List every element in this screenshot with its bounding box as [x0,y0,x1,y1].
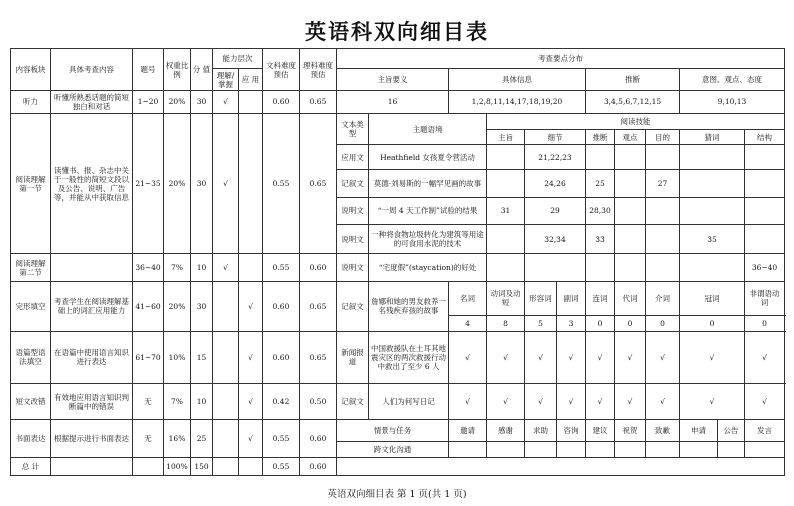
skill-cell [615,254,646,281]
sci-diff: 0.60 [300,254,337,281]
header-understand: 理解/掌握 [213,69,239,91]
header-sci-diff: 理科难度预估 [300,49,337,91]
skill-cell [615,145,646,170]
content-desc: 在语篇中使用语言知识进行表达 [51,331,133,383]
reading-h-context: 主题语境 [369,113,487,145]
qnum: 1~20 [133,91,164,114]
text-type: 应用文 [337,145,369,170]
skill-cell [646,145,680,170]
cat-mark: √ [487,331,525,383]
text-context: 中国救援队在土耳其地震灾区的两次救援行动中救出了至少 6 人 [369,331,449,383]
qnum: 无 [133,383,164,419]
dist-details: 1,2,8,11,14,17,18,19,20 [449,91,586,114]
sci-diff: 0.60 [300,457,337,475]
page-title: 英语科双向细目表 [305,19,489,44]
empty-cell [337,457,785,475]
cat-mark: √ [525,331,557,383]
skill-cell: 33 [586,224,615,254]
culture-mark [718,441,745,457]
block-label: 阅读理解第二节 [11,254,51,281]
cat-mark: √ [586,383,615,419]
skill-cell: 28,30 [586,197,615,224]
text-type: 记叙文 [337,281,369,331]
understand-mark [213,331,239,383]
qnum [133,457,164,475]
qnum: 41~60 [133,281,164,331]
skill-cell [646,254,680,281]
qnum: 无 [133,420,164,457]
sci-diff: 0.65 [300,281,337,331]
cat-mark: √ [557,383,586,419]
apply-mark [239,457,263,475]
cat-mark: √ [646,383,680,419]
cat-count: 0 [646,315,680,331]
understand-mark: √ [213,254,239,281]
header-weight: 权重比例 [164,49,191,91]
score: 15 [191,331,213,383]
text-context: 一种将食物垃圾转化为建筑等用途的可食用水泥的技术 [369,224,487,254]
header-row-1 [11,49,785,69]
understand-mark [213,420,239,457]
cat-count: 8 [487,315,525,331]
culture-mark [680,441,718,457]
skill-cell [680,254,745,281]
score: 10 [191,254,213,281]
cat-mark: √ [745,331,785,383]
culture-mark [615,441,646,457]
cat-header: 动词及动短 [487,281,525,315]
header-qnum: 题号 [133,49,164,91]
skill-cell: 35 [680,224,745,254]
header-apply: 应 用 [239,69,263,91]
skill-header: 细节 [525,129,586,145]
apply-mark: √ [239,383,263,419]
sci-diff: 0.50 [300,383,337,419]
cat-header: 连词 [586,281,615,315]
skill-cell [487,145,525,170]
skill-header: 猜词 [680,129,745,145]
culture-mark [525,441,557,457]
header-lib-diff: 文科难度预估 [263,49,300,91]
skill-cell [745,145,785,170]
content-desc: 有效地应用语言知识判断篇中的错误 [51,383,133,419]
cat-mark: √ [586,331,615,383]
text-context: 詹娜和她的男友救养一名残疾弃孩的故事 [369,281,449,331]
weight: 20% [164,113,191,254]
content-desc: 根据提示进行书面表达 [51,420,133,457]
apply-mark: √ [239,281,263,331]
cat-header: 非谓语动词 [745,281,785,315]
cat-header: 冠词 [680,281,745,315]
apply-mark: √ [239,420,263,457]
scene-label: 情景与任务 [337,420,449,442]
dist-header-main-idea: 主旨要义 [337,69,449,91]
skill-cell: 24,26 [525,170,586,197]
cat-count: 0 [745,315,785,331]
cat-count: 0 [615,315,646,331]
header-ability: 能力层次 [213,49,263,69]
cat-header: 形容词 [525,281,557,315]
qnum: 36~40 [133,254,164,281]
page-footer: 英语双向细目表 第 1 页(共 1 页) [327,489,467,500]
culture-label: 跨文化沟通 [337,441,449,457]
weight: 10% [164,331,191,383]
cat-header: 名词 [449,281,487,315]
scene-header: 致歉 [646,420,680,442]
text-type: 说明文 [337,224,369,254]
header-score: 分 值 [191,49,213,91]
skill-header: 推断 [586,129,615,145]
scene-header: 公告 [718,420,745,442]
skill-cell [586,145,615,170]
scene-header: 申请 [680,420,718,442]
score: 30 [191,91,213,114]
skill-cell: 25 [586,170,615,197]
listening-row [11,91,785,114]
skill-cell: 27 [646,170,680,197]
scene-header: 邀请 [449,420,487,442]
skill-header: 目的 [646,129,680,145]
block-label: 书面表达 [11,420,51,457]
skill-cell [745,197,785,224]
lib-diff: 0.60 [263,281,300,331]
understand-mark [213,383,239,419]
spec-table [10,48,785,476]
block-label: 总 计 [11,457,51,475]
block-label: 阅读理解第一节 [11,113,51,254]
cat-count: 0 [680,315,745,331]
weight: 100% [164,457,191,475]
weight: 7% [164,254,191,281]
skill-cell [646,197,680,224]
skill-cell [487,254,525,281]
skill-header: 主旨 [487,129,525,145]
cat-count: 0 [586,315,615,331]
understand-mark: √ [213,113,239,254]
skill-cell [680,145,745,170]
text-context: 莫德·刘易斯的一幅罕见画的故事 [369,170,487,197]
skill-cell [745,170,785,197]
block-label: 语篇型语法填空 [11,331,51,383]
apply-mark [239,113,263,254]
reading-h-type: 文本类型 [337,113,369,145]
text-type: 记叙文 [337,170,369,197]
lib-diff: 0.60 [263,91,300,114]
score: 30 [191,281,213,331]
text-context: Heathfield 女孩夏令营活动 [369,145,487,170]
cat-mark: √ [615,331,646,383]
content-desc [51,457,133,475]
text-context: “一周 4 天工作制”试验的结果 [369,197,487,224]
score: 150 [191,457,213,475]
content-desc: 考查学生在阅读理解基础上的词汇应用能力 [51,281,133,331]
cat-mark: √ [615,383,646,419]
apply-mark [239,91,263,114]
header-content: 具体考查内容 [51,49,133,91]
skill-header: 观点 [615,129,646,145]
cat-mark: √ [680,331,745,383]
apply-mark [239,254,263,281]
weight: 16% [164,420,191,457]
cat-mark: √ [557,331,586,383]
total-row [11,457,785,475]
dist-main-idea: 16 [337,91,449,114]
lib-diff: 0.55 [263,113,300,254]
culture-mark [646,441,680,457]
cat-mark: √ [525,383,557,419]
understand-mark [213,281,239,331]
text-type: 说明文 [337,197,369,224]
header-distribution: 考查要点分布 [337,49,785,69]
text-type: 说明文 [337,254,369,281]
reading-h-skill: 阅读技能 [487,113,785,129]
cat-header: 代词 [615,281,646,315]
lib-diff: 0.55 [263,420,300,457]
dist-header-intent: 意图、观点、态度 [680,69,785,91]
header-block: 内容板块 [11,49,51,91]
lib-diff: 0.55 [263,254,300,281]
score: 25 [191,420,213,457]
writing-row-1 [11,420,785,442]
cat-count: 3 [557,315,586,331]
reading2-row [11,254,785,281]
skill-cell: 29 [525,197,586,224]
skill-cell: 36~40 [745,254,785,281]
skill-cell [615,197,646,224]
lib-diff: 0.60 [263,331,300,383]
skill-cell [745,224,785,254]
correction-row [11,383,785,419]
scene-header: 咨询 [557,420,586,442]
culture-mark [557,441,586,457]
culture-mark [487,441,525,457]
skill-cell [680,197,745,224]
cat-header: 介词 [646,281,680,315]
content-desc [51,254,133,281]
culture-mark [745,441,785,457]
reading-header-row-1 [11,113,785,129]
block-label: 完形填空 [11,281,51,331]
skill-cell [680,170,745,197]
cat-mark: √ [449,331,487,383]
lib-diff: 0.55 [263,457,300,475]
scene-header: 求助 [525,420,557,442]
cloze-row-1 [11,281,785,315]
skill-cell [646,224,680,254]
scene-header: 感谢 [487,420,525,442]
score: 10 [191,383,213,419]
dist-header-inference: 推断 [586,69,680,91]
sci-diff: 0.65 [300,113,337,254]
understand-mark: √ [213,91,239,114]
skill-cell: 21,22,23 [525,145,586,170]
cat-mark: √ [646,331,680,383]
content-desc: 听懂所熟悉话题的简短独白和对话 [51,91,133,114]
weight: 20% [164,91,191,114]
lib-diff: 0.42 [263,383,300,419]
skill-cell: 31 [487,197,525,224]
cat-count: 4 [449,315,487,331]
qnum: 21~35 [133,113,164,254]
text-context: 人们为何写日记 [369,383,449,419]
skill-cell [487,224,525,254]
skill-cell [487,170,525,197]
block-label: 听力 [11,91,51,114]
scene-header: 祝贺 [615,420,646,442]
apply-mark: √ [239,331,263,383]
skill-cell: 32,34 [525,224,586,254]
content-desc: 读懂书、报、杂志中关于一般性的简短文段以及公告、说明、广告等，并能从中获取信息 [51,113,133,254]
score: 30 [191,113,213,254]
cat-count: 5 [525,315,557,331]
qnum: 61~70 [133,331,164,383]
skill-cell [525,254,586,281]
dist-header-details: 具体信息 [449,69,586,91]
text-type: 新闻报道 [337,331,369,383]
understand-mark [213,457,239,475]
sci-diff: 0.60 [300,420,337,457]
culture-mark [449,441,487,457]
cat-mark: √ [680,383,745,419]
dist-intent: 9,10,13 [680,91,785,114]
skill-cell [615,170,646,197]
sci-diff: 0.65 [300,331,337,383]
dist-inference: 3,4,5,6,7,12,15 [586,91,680,114]
weight: 7% [164,383,191,419]
text-context: “宅度假”(staycation)的好处 [369,254,487,281]
text-type: 记叙文 [337,383,369,419]
cat-mark: √ [487,383,525,419]
culture-mark [586,441,615,457]
skill-cell [615,224,646,254]
scene-header: 建议 [586,420,615,442]
cat-mark: √ [745,383,785,419]
weight: 20% [164,281,191,331]
cat-mark: √ [449,383,487,419]
cat-header: 副词 [557,281,586,315]
block-label: 短文改错 [11,383,51,419]
grammar-row [11,331,785,383]
skill-cell [586,254,615,281]
sci-diff: 0.65 [300,91,337,114]
scene-header: 发言 [745,420,785,442]
skill-header: 结构 [745,129,785,145]
